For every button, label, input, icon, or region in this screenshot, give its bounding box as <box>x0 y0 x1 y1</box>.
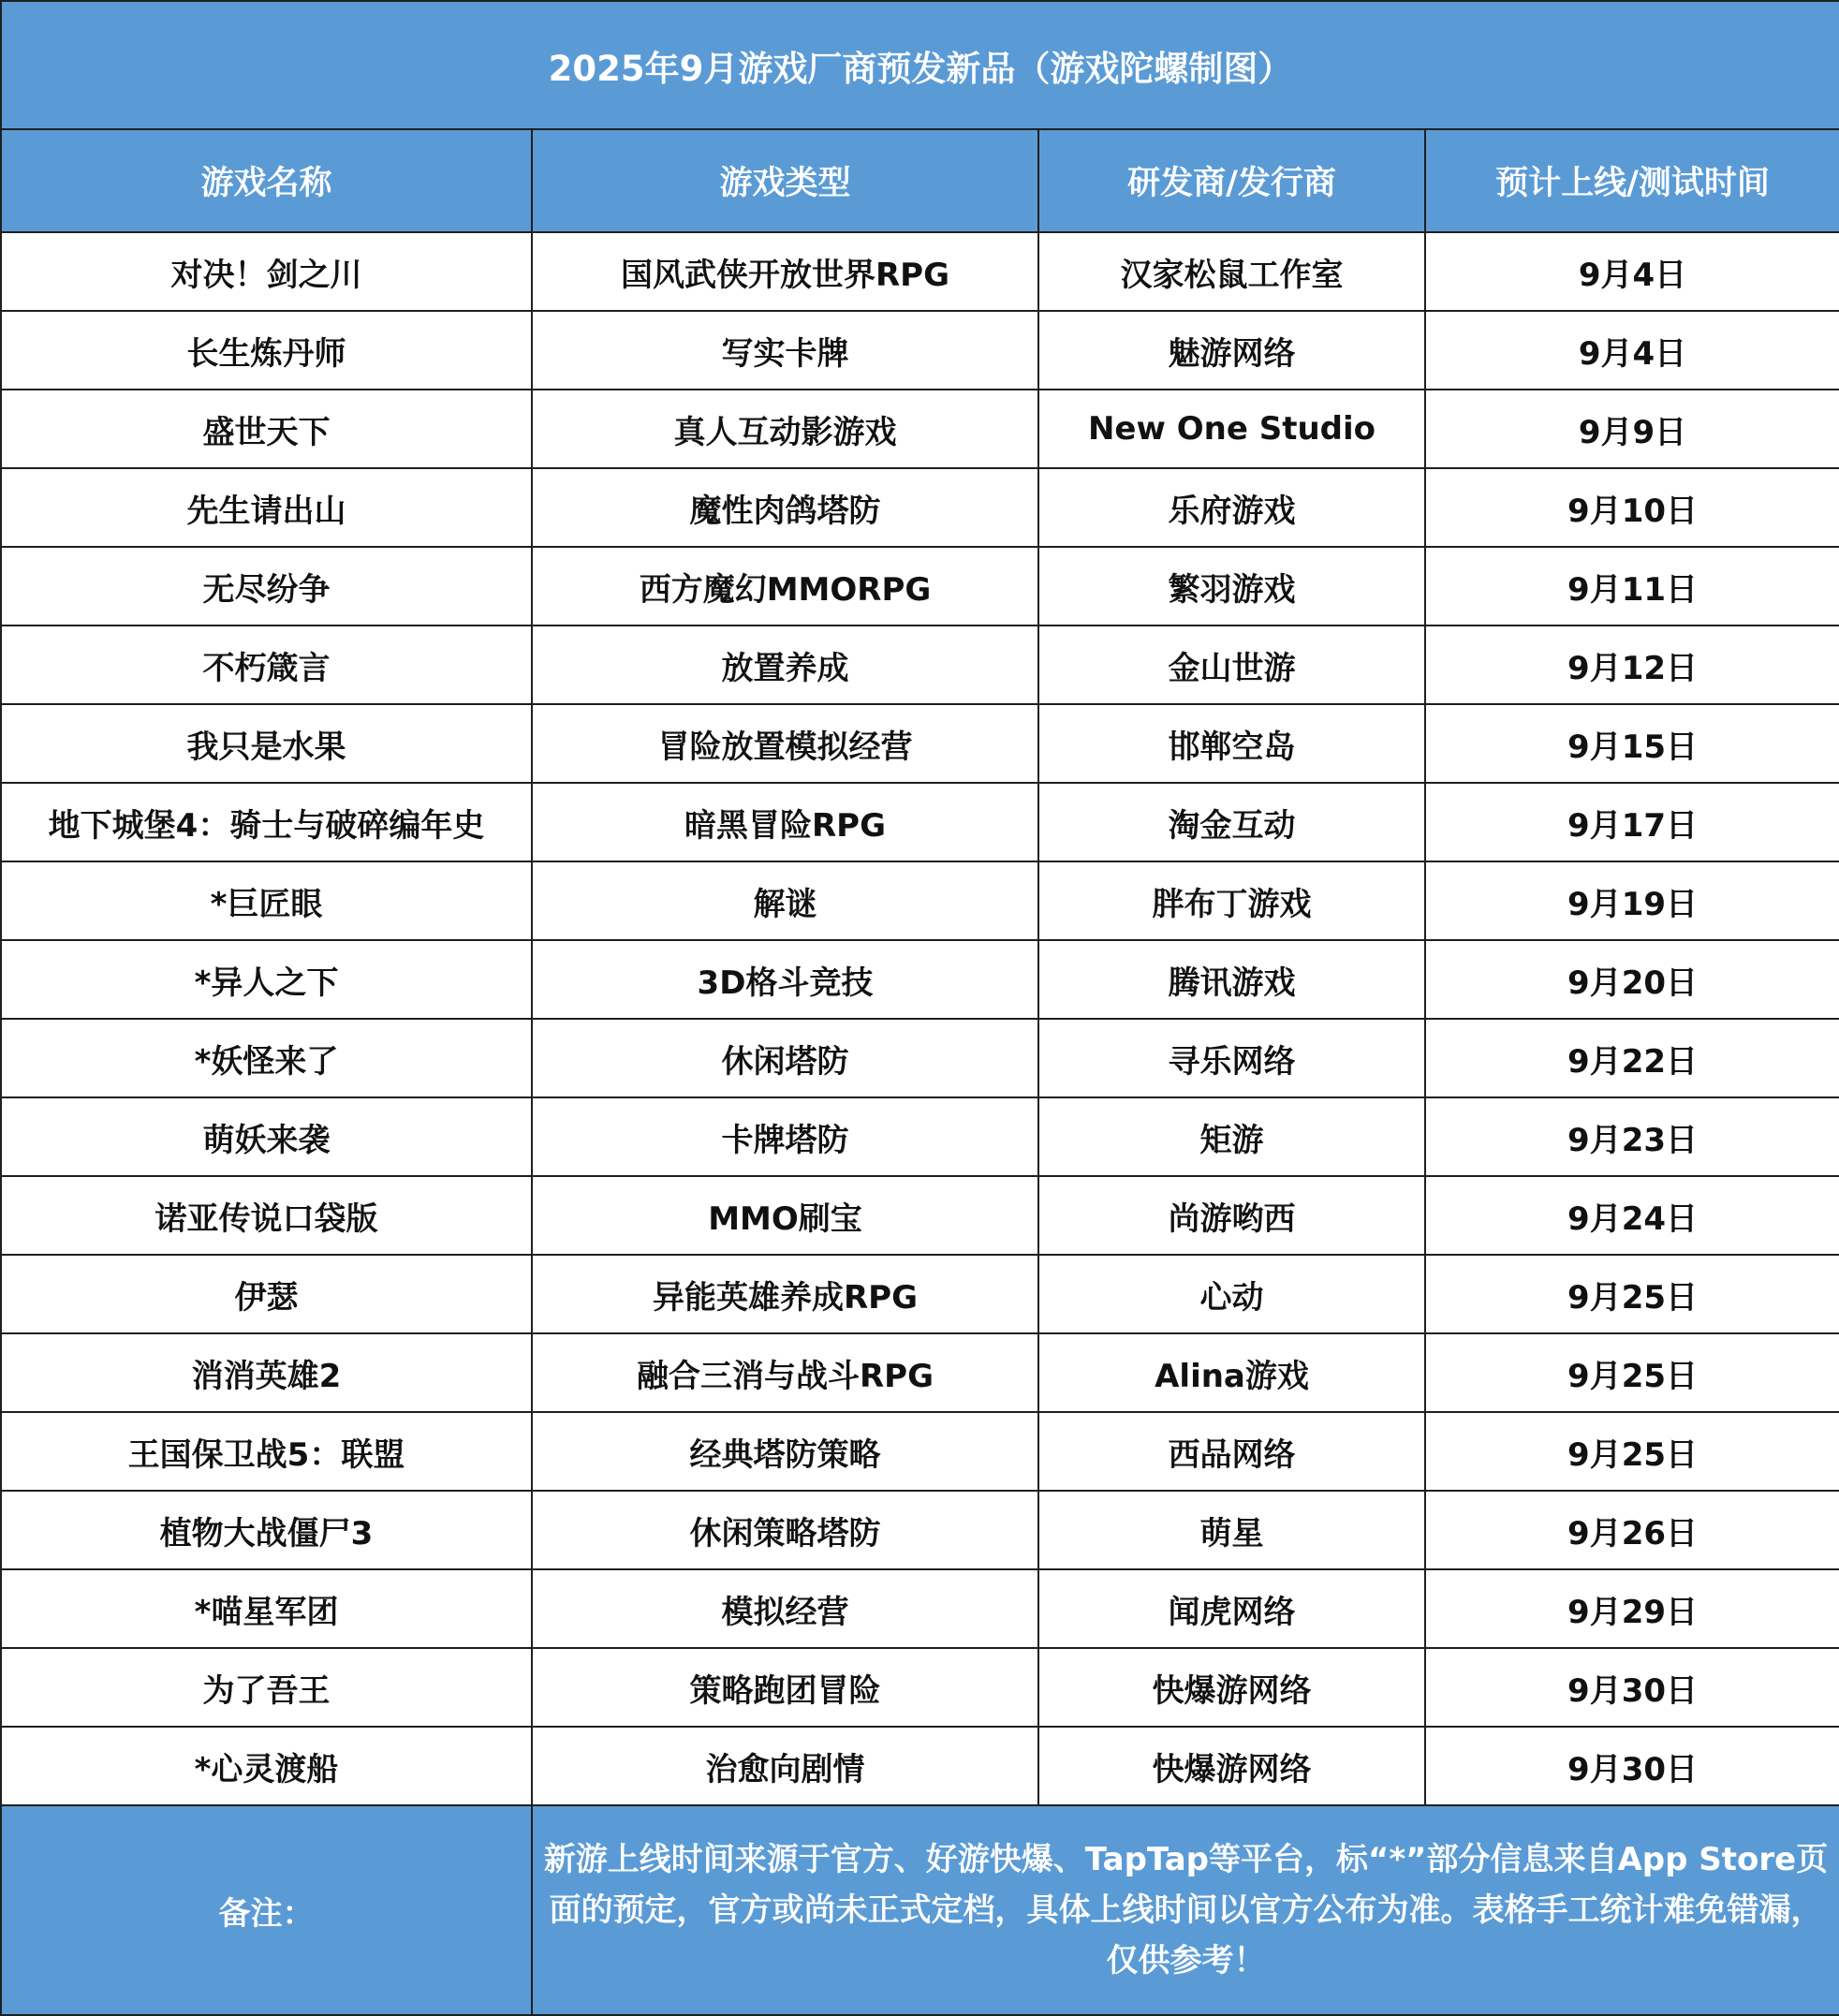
cell-game-name: 诺亚传说口袋版 <box>1 1176 532 1255</box>
table-row <box>1 1491 1839 1569</box>
cell-developer: 快爆游网络 <box>1038 1648 1425 1727</box>
cell-developer: 萌星 <box>1038 1491 1425 1569</box>
cell-game-name: 长生炼丹师 <box>1 311 532 390</box>
cell-release-date: 9月4日 <box>1425 232 1839 311</box>
cell-game-name: 王国保卫战5：联盟 <box>1 1412 532 1491</box>
title-row <box>1 1 1839 129</box>
cell-game-genre: 国风武侠开放世界RPG <box>532 232 1038 311</box>
cell-release-date: 9月25日 <box>1425 1412 1839 1491</box>
table-row <box>1 547 1839 625</box>
cell-game-name: *喵星军团 <box>1 1569 532 1648</box>
cell-developer: 邯郸空岛 <box>1038 704 1425 783</box>
note-label: 备注： <box>1 1805 532 2015</box>
cell-developer: 繁羽游戏 <box>1038 547 1425 625</box>
cell-game-genre: 卡牌塔防 <box>532 1097 1038 1176</box>
cell-game-genre: 真人互动影游戏 <box>532 390 1038 468</box>
cell-developer: New One Studio <box>1038 390 1425 468</box>
cell-release-date: 9月24日 <box>1425 1176 1839 1255</box>
cell-developer: 胖布丁游戏 <box>1038 861 1425 940</box>
cell-developer: 金山世游 <box>1038 625 1425 704</box>
cell-developer: 淘金互动 <box>1038 783 1425 861</box>
cell-developer: 心动 <box>1038 1255 1425 1333</box>
cell-game-genre: 解谜 <box>532 861 1038 940</box>
table-row <box>1 1648 1839 1727</box>
table-row <box>1 1097 1839 1176</box>
cell-release-date: 9月20日 <box>1425 940 1839 1019</box>
cell-developer: 汉家松鼠工作室 <box>1038 232 1425 311</box>
table-row <box>1 1333 1839 1412</box>
cell-release-date: 9月23日 <box>1425 1097 1839 1176</box>
cell-release-date: 9月17日 <box>1425 783 1839 861</box>
table-row <box>1 232 1839 311</box>
table-row <box>1 1019 1839 1097</box>
column-header-genre: 游戏类型 <box>532 129 1038 232</box>
cell-developer: 闻虎网络 <box>1038 1569 1425 1648</box>
cell-game-name: 我只是水果 <box>1 704 532 783</box>
note-text: 新游上线时间来源于官方、好游快爆、TapTap等平台，标“*”部分信息来自App Store页面的预定，官方或尚未正式定档，具体上线时间以官方公布为准。表格手工统计难免错漏，仅供参考！ <box>532 1805 1839 2015</box>
table-row <box>1 1412 1839 1491</box>
cell-release-date: 9月25日 <box>1425 1255 1839 1333</box>
table-row <box>1 1176 1839 1255</box>
note-row <box>1 1805 1839 2015</box>
cell-release-date: 9月12日 <box>1425 625 1839 704</box>
cell-game-name: 地下城堡4：骑士与破碎编年史 <box>1 783 532 861</box>
cell-release-date: 9月11日 <box>1425 547 1839 625</box>
table-row <box>1 625 1839 704</box>
cell-game-name: *妖怪来了 <box>1 1019 532 1097</box>
cell-game-genre: 经典塔防策略 <box>532 1412 1038 1491</box>
cell-release-date: 9月29日 <box>1425 1569 1839 1648</box>
cell-release-date: 9月22日 <box>1425 1019 1839 1097</box>
cell-release-date: 9月15日 <box>1425 704 1839 783</box>
cell-developer: 矩游 <box>1038 1097 1425 1176</box>
cell-release-date: 9月26日 <box>1425 1491 1839 1569</box>
cell-game-name: 先生请出山 <box>1 468 532 547</box>
cell-release-date: 9月19日 <box>1425 861 1839 940</box>
cell-release-date: 9月30日 <box>1425 1727 1839 1805</box>
cell-game-genre: 放置养成 <box>532 625 1038 704</box>
cell-game-genre: 写实卡牌 <box>532 311 1038 390</box>
cell-release-date: 9月25日 <box>1425 1333 1839 1412</box>
cell-game-genre: 魔性肉鸽塔防 <box>532 468 1038 547</box>
table-title: 2025年9月游戏厂商预发新品（游戏陀螺制图） <box>1 1 1839 129</box>
cell-release-date: 9月10日 <box>1425 468 1839 547</box>
cell-game-name: 为了吾王 <box>1 1648 532 1727</box>
table-row <box>1 390 1839 468</box>
column-header-date: 预计上线/测试时间 <box>1425 129 1839 232</box>
cell-developer: 尚游哟西 <box>1038 1176 1425 1255</box>
cell-developer: 乐府游戏 <box>1038 468 1425 547</box>
cell-developer: 西品网络 <box>1038 1412 1425 1491</box>
table-body <box>1 1 1839 1805</box>
cell-game-name: *异人之下 <box>1 940 532 1019</box>
cell-game-name: 萌妖来袭 <box>1 1097 532 1176</box>
table-row <box>1 468 1839 547</box>
cell-game-genre: MMO刷宝 <box>532 1176 1038 1255</box>
cell-game-name: 对决！剑之川 <box>1 232 532 311</box>
table-row <box>1 783 1839 861</box>
cell-game-genre: 休闲策略塔防 <box>532 1491 1038 1569</box>
cell-game-genre: 异能英雄养成RPG <box>532 1255 1038 1333</box>
header-row <box>1 129 1839 232</box>
cell-game-genre: 西方魔幻MMORPG <box>532 547 1038 625</box>
cell-developer: 腾讯游戏 <box>1038 940 1425 1019</box>
cell-game-genre: 冒险放置模拟经营 <box>532 704 1038 783</box>
table-row <box>1 940 1839 1019</box>
cell-developer: 魅游网络 <box>1038 311 1425 390</box>
cell-game-name: 植物大战僵尸3 <box>1 1491 532 1569</box>
cell-developer: 寻乐网络 <box>1038 1019 1425 1097</box>
cell-game-genre: 3D格斗竞技 <box>532 940 1038 1019</box>
table-row <box>1 1569 1839 1648</box>
table-row <box>1 311 1839 390</box>
cell-game-genre: 治愈向剧情 <box>532 1727 1038 1805</box>
cell-game-genre: 融合三消与战斗RPG <box>532 1333 1038 1412</box>
cell-game-genre: 策略跑团冒险 <box>532 1648 1038 1727</box>
column-header-name: 游戏名称 <box>1 129 532 232</box>
cell-game-name: 无尽纷争 <box>1 547 532 625</box>
cell-game-name: 消消英雄2 <box>1 1333 532 1412</box>
cell-release-date: 9月9日 <box>1425 390 1839 468</box>
cell-game-genre: 暗黑冒险RPG <box>532 783 1038 861</box>
table-row <box>1 1255 1839 1333</box>
cell-developer: 快爆游网络 <box>1038 1727 1425 1805</box>
cell-game-genre: 模拟经营 <box>532 1569 1038 1648</box>
cell-release-date: 9月30日 <box>1425 1648 1839 1727</box>
cell-game-name: 盛世天下 <box>1 390 532 468</box>
cell-game-genre: 休闲塔防 <box>532 1019 1038 1097</box>
table-row <box>1 861 1839 940</box>
column-header-developer: 研发商/发行商 <box>1038 129 1425 232</box>
table-row <box>1 704 1839 783</box>
cell-developer: Alina游戏 <box>1038 1333 1425 1412</box>
cell-game-name: 不朽箴言 <box>1 625 532 704</box>
cell-release-date: 9月4日 <box>1425 311 1839 390</box>
cell-game-name: 伊瑟 <box>1 1255 532 1333</box>
cell-game-name: *心灵渡船 <box>1 1727 532 1805</box>
table-row <box>1 1727 1839 1805</box>
cell-game-name: *巨匠眼 <box>1 861 532 940</box>
